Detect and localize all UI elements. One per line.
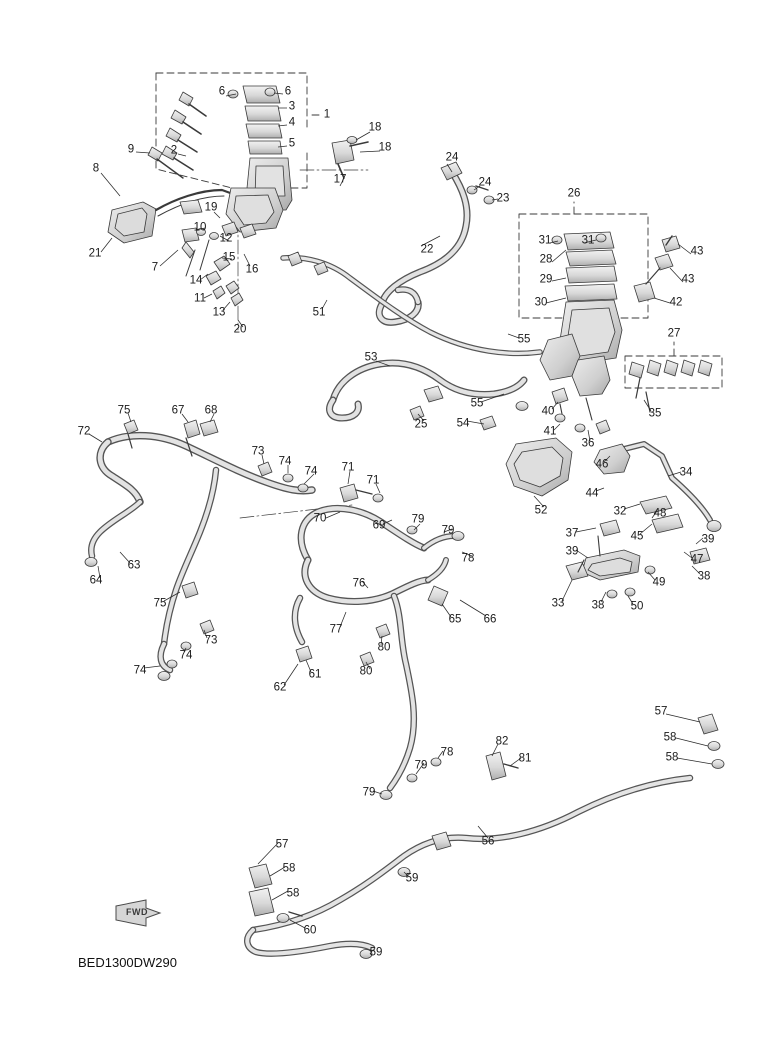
callout-number: 12 bbox=[219, 232, 233, 245]
callout-number: 77 bbox=[329, 623, 343, 636]
part-bolt-row-27 bbox=[629, 360, 712, 412]
callout-number: 34 bbox=[679, 466, 693, 479]
callout-number: 69 bbox=[372, 519, 386, 532]
callout-number: 38 bbox=[591, 599, 605, 612]
callout-number: 80 bbox=[377, 641, 391, 654]
callout-number: 14 bbox=[189, 274, 203, 287]
callout-number: 58 bbox=[663, 731, 677, 744]
callout-number: 75 bbox=[153, 597, 167, 610]
callout-number: 31 bbox=[581, 234, 595, 247]
callout-number: 18 bbox=[368, 121, 382, 134]
callout-number: 62 bbox=[273, 681, 287, 694]
callout-number: 4 bbox=[288, 116, 296, 129]
callout-number: 53 bbox=[364, 351, 378, 364]
callout-number: 22 bbox=[420, 243, 434, 256]
callout-number: 24 bbox=[445, 151, 459, 164]
callout-number: 23 bbox=[496, 192, 510, 205]
callout-number: 15 bbox=[222, 251, 236, 264]
callout-number: 3 bbox=[288, 100, 296, 113]
callout-number: 24 bbox=[478, 176, 492, 189]
part-hose-56 bbox=[253, 778, 690, 930]
callout-number: 57 bbox=[275, 838, 289, 851]
callout-number: 71 bbox=[341, 461, 355, 474]
callout-number: 42 bbox=[669, 296, 683, 309]
callout-number: 82 bbox=[495, 735, 509, 748]
callout-number: 41 bbox=[543, 425, 557, 438]
callout-number: 47 bbox=[690, 553, 704, 566]
callout-number: 74 bbox=[179, 649, 193, 662]
callout-number: 59 bbox=[369, 946, 383, 959]
callout-number: 55 bbox=[517, 333, 531, 346]
callout-number: 40 bbox=[541, 405, 555, 418]
callout-number: 16 bbox=[245, 263, 259, 276]
callout-number: 74 bbox=[133, 664, 147, 677]
callout-number: 79 bbox=[411, 513, 425, 526]
callout-number: 32 bbox=[613, 505, 627, 518]
callout-number: 29 bbox=[539, 273, 553, 286]
callout-number: 58 bbox=[286, 887, 300, 900]
callout-number: 46 bbox=[595, 458, 609, 471]
callout-number: 50 bbox=[630, 600, 644, 613]
callout-number: 76 bbox=[352, 577, 366, 590]
callout-number: 71 bbox=[366, 474, 380, 487]
callout-number: 64 bbox=[89, 574, 103, 587]
callout-number: 44 bbox=[585, 487, 599, 500]
callout-number: 19 bbox=[204, 201, 218, 214]
callout-number: 66 bbox=[483, 613, 497, 626]
callout-number: 78 bbox=[461, 552, 475, 565]
callout-number: 8 bbox=[92, 162, 100, 175]
callout-number: 80 bbox=[359, 665, 373, 678]
callout-number: 52 bbox=[534, 504, 548, 517]
callout-number: 1 bbox=[323, 108, 331, 121]
callout-number: 10 bbox=[193, 221, 207, 234]
callout-number: 58 bbox=[282, 862, 296, 875]
callout-number: 43 bbox=[690, 245, 704, 258]
callout-number: 27 bbox=[667, 327, 681, 340]
callout-number: 11 bbox=[194, 292, 206, 305]
callout-number: 13 bbox=[212, 306, 226, 319]
callout-number: 7 bbox=[151, 261, 159, 274]
leader-lines bbox=[89, 93, 712, 954]
callout-number: 65 bbox=[448, 613, 462, 626]
callout-number: 72 bbox=[77, 425, 91, 438]
callout-number: 20 bbox=[233, 323, 247, 336]
callout-number: 75 bbox=[117, 404, 131, 417]
fwd-arrow-badge bbox=[112, 896, 164, 930]
part-fitting-57-bottom bbox=[249, 864, 272, 888]
callout-number: 36 bbox=[581, 437, 595, 450]
callout-number: 58 bbox=[665, 751, 679, 764]
callout-number: 56 bbox=[481, 835, 495, 848]
callout-number: 61 bbox=[308, 668, 322, 681]
callout-number: 39 bbox=[701, 533, 715, 546]
callout-number: 21 bbox=[88, 247, 102, 260]
callout-number: 18 bbox=[378, 141, 392, 154]
callout-number: 74 bbox=[304, 465, 318, 478]
callout-number: 37 bbox=[565, 527, 579, 540]
callout-number: 55 bbox=[470, 397, 484, 410]
callout-number: 5 bbox=[288, 137, 296, 150]
fwd-label: FWD bbox=[126, 907, 148, 917]
callout-number: 79 bbox=[414, 759, 428, 772]
callout-number: 78 bbox=[440, 746, 454, 759]
callout-number: 57 bbox=[654, 705, 668, 718]
callout-number: 79 bbox=[362, 786, 376, 799]
callout-number: 73 bbox=[204, 634, 218, 647]
callout-number: 48 bbox=[653, 507, 667, 520]
callout-number: 81 bbox=[518, 752, 532, 765]
callout-number: 6 bbox=[284, 85, 292, 98]
callout-number: 25 bbox=[414, 418, 428, 431]
callout-number: 70 bbox=[313, 512, 327, 525]
callout-number: 26 bbox=[567, 187, 581, 200]
callout-number: 31 bbox=[538, 234, 552, 247]
callout-number: 43 bbox=[681, 273, 695, 286]
callout-number: 30 bbox=[534, 296, 548, 309]
callout-number: 60 bbox=[303, 924, 317, 937]
group-box-1 bbox=[156, 73, 322, 188]
callout-number: 35 bbox=[648, 407, 662, 420]
callout-number: 74 bbox=[278, 455, 292, 468]
callout-number: 6 bbox=[218, 85, 226, 98]
callout-number: 67 bbox=[171, 404, 185, 417]
callout-number: 33 bbox=[551, 597, 565, 610]
callout-number: 38 bbox=[697, 570, 711, 583]
callout-number: 2 bbox=[170, 144, 178, 157]
callout-number: 54 bbox=[456, 417, 470, 430]
callout-number: 45 bbox=[630, 530, 644, 543]
callout-number: 28 bbox=[539, 253, 553, 266]
part-bolts-left bbox=[148, 92, 206, 178]
callout-number: 17 bbox=[333, 173, 347, 186]
callout-number: 39 bbox=[565, 545, 579, 558]
callout-number: 59 bbox=[405, 872, 419, 885]
callout-number: 63 bbox=[127, 559, 141, 572]
callout-number: 68 bbox=[204, 404, 218, 417]
callout-number: 51 bbox=[312, 306, 326, 319]
part-bracket-cluster bbox=[566, 496, 710, 598]
callout-number: 9 bbox=[127, 143, 135, 156]
callout-number: 49 bbox=[652, 576, 666, 589]
part-number-label: BED1300DW290 bbox=[78, 955, 177, 970]
callout-number: 73 bbox=[251, 445, 265, 458]
callout-number: 79 bbox=[441, 524, 455, 537]
